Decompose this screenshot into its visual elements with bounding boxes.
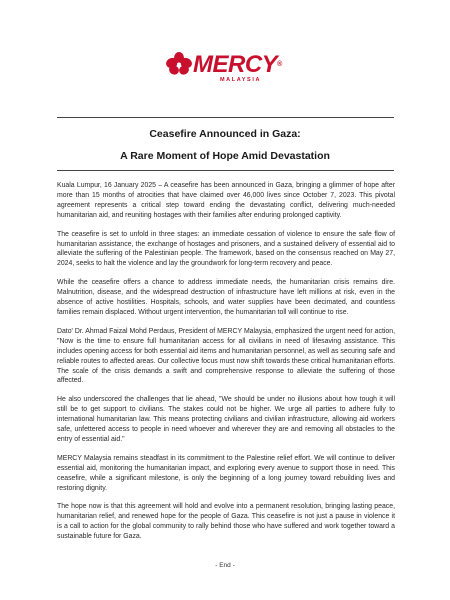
logo-wordmark-text: MERCY — [193, 51, 278, 78]
body-paragraph: MERCY Malaysia remains steadfast in its commitment to the Palestine relief effort. We will continue to deliver essential aid, monitoring the humanitarian impact, and exploring every avenue to support those in need. This ceasefire, while a significant milestone, is only the beginning of a long journey toward rebuilding lives and restoring dignity. — [57, 454, 395, 492]
registered-mark: ® — [277, 61, 282, 68]
body-paragraph: While the ceasefire offers a chance to address immediate needs, the humanitarian crisis remains dire. Malnutrition, disease, and the widespread destruction of infrastructure have left millions at risk, even in the absence of active hostilities. Hospitals, schools, and water supplies have been decimated, and countless families remain displaced. Without urgent intervention, the humanitarian toll will continue to rise. — [57, 279, 395, 316]
body-paragraph: Kuala Lumpur, 16 January 2025 – A ceasefire has been announced in Gaza, bringing a glimmer of hope after more than 15 months of atrocities that have claimed over 46,000 lives since October 7, 2023. This pivotal agreement represents a critical step toward ending the devastating conflict, delivering much-needed humanitarian aid, and reuniting hostages with their families after enduring prolonged captivity. — [57, 182, 395, 219]
body-paragraph: The hope now is that this agreement will hold and evolve into a permanent resolution, bringing lasting peace, humanitarian relief, and renewed hope for the people of Gaza. This ceasefire is not just a pause in violence it is a call to action for the global community to rally behind those who have suffered and work together toward a sustainable future for Gaza. — [57, 503, 395, 541]
logo-wordmark — [193, 53, 282, 77]
headline-line-2: A Rare Moment of Hope Amid Devastation — [120, 150, 330, 162]
body-paragraph: The ceasefire is set to unfold in three stages: an immediate cessation of violence to ensure the safe flow of humanitarian assistance, the exchange of hostages and prisoners, and a sustained delivery of essential aid to alleviate the suffering of the Palestinian people. The framework, based on the consensus reached on May 27, 2024, seeks to halt the violence and lay the groundwork for long-term recovery and peace. — [57, 230, 395, 268]
heading-bottom-rule — [57, 170, 394, 171]
press-release-body — [57, 181, 395, 551]
hibiscus-flower-icon — [166, 52, 192, 76]
mercy-malaysia-logo — [166, 50, 286, 90]
end-marker: - End - — [215, 562, 235, 569]
headline-line-1: Ceasefire Announced in Gaza: — [149, 128, 301, 140]
logo-subtitle: MALAYSIA — [220, 77, 262, 83]
body-paragraph: He also underscored the challenges that lie ahead, "We should be under no illusions about how tough it will still be to get support to civilians. The stakes could not be higher. We urge all parties to adhere fully to international humanitarian law. This means protecting civilians and civilian infrastructure, allowing aid workers safe, unfettered access to people in need whoever and wherever they are and removing all obstacles to the entry of essential aid." — [57, 396, 395, 443]
heading-top-rule — [57, 117, 394, 118]
body-paragraph: Dato' Dr. Ahmad Faizal Mohd Perdaus, President of MERCY Malaysia, emphasized the urgent need for action, "Now is the time to ensure full humanitarian access for all civilians in need of lifesaving assistance. This includes opening access for both essential aid items and humanitarian personnel, as well as securing safe and reliable routes to affected areas. Our collective focus must now shift towards these critical humanitarian efforts. The scale of the crisis demands a swift and comprehensive response to alleviate the suffering of those affected. — [57, 327, 395, 385]
